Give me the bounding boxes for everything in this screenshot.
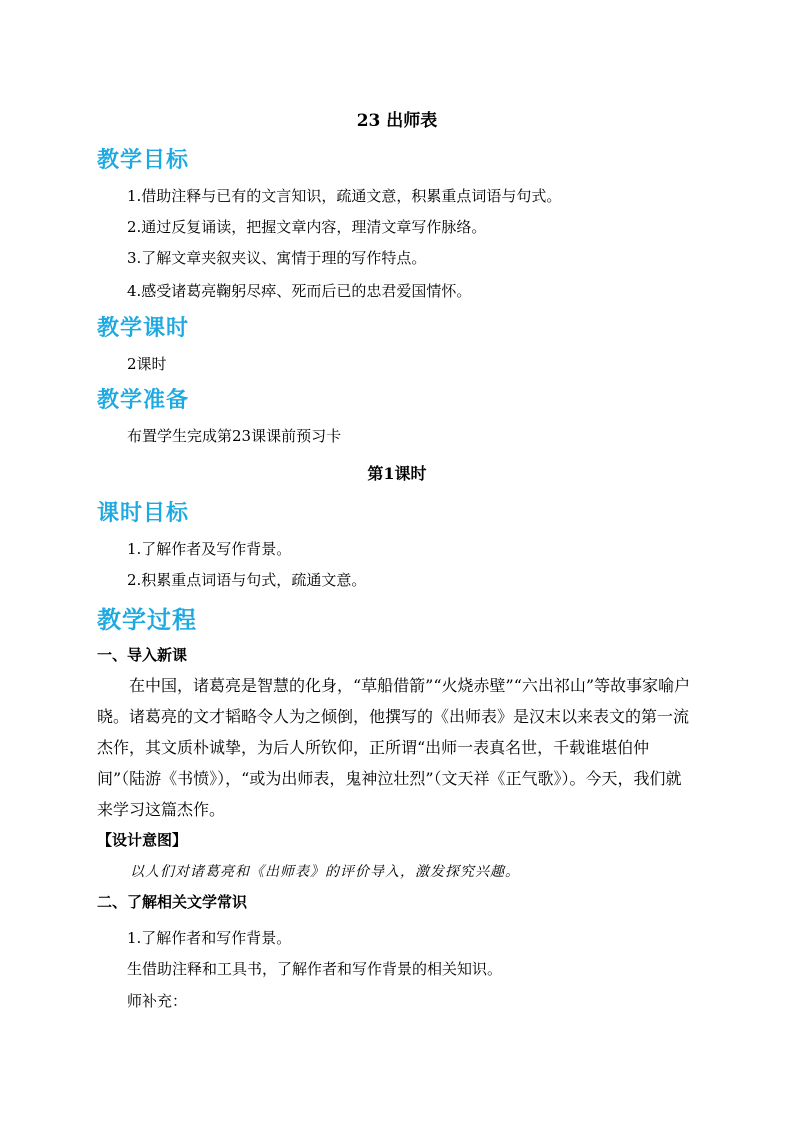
lesson-title: 第1课时 (367, 464, 427, 483)
step1-heading: 一、导入新课 (97, 646, 188, 664)
heading-teaching-hours: 教学课时 (97, 316, 190, 341)
design-intent-label: 【设计意图】 (97, 831, 188, 849)
heading-teaching-prep: 教学准备 (97, 388, 190, 413)
prep-text: 布置学生完成第23课课前预习卡 (127, 427, 342, 445)
goal-item: 2.通过反复诵读，把握文章内容，理清文章写作脉络。 (127, 218, 487, 236)
design-intent-text: 以人们对诸葛亮和《出师表》的评价导入，激发探究兴趣。 (130, 864, 520, 880)
heading-teaching-goals: 教学目标 (97, 148, 190, 173)
goal-item: 3.了解文章夹叙夹议、寓情于理的写作特点。 (127, 249, 427, 267)
lesson-goal-item: 1.了解作者及写作背景。 (127, 540, 292, 558)
step2-item: 生借助注释和工具书，了解作者和写作背景的相关知识。 (127, 960, 503, 978)
goal-item: 4.感受诸葛亮鞠躬尽瘁、死而后已的忠君爱国情怀。 (127, 282, 472, 300)
step2-item: 1.了解作者和写作背景。 (127, 929, 292, 947)
step2-item: 师补充： (127, 992, 188, 1010)
page-title: 23 出师表 (356, 111, 438, 131)
heading-lesson-goals: 课时目标 (97, 501, 190, 526)
step1-paragraph: 在中国，诸葛亮是智慧的化身，“草船借箭”“火烧赤壁”“六出祁山”等故事家喻户晓。诸葛亮的文才韬略令人为之倾倒，他撰写的《出师表》是汉末以来表文的第一流杰作，其文质朴诚挚，为后人所钦仰，正所谓“出师一表真名世，千载谁堪伯仲间”（陆游《书愤》），“或为出师表，鬼神泣壮烈”（文天祥《正气歌》）。今天，我们就来学习这篇杰作。 (97, 676, 691, 819)
goal-item: 1.借助注释与已有的文言知识，疏通文意，积累重点词语与句式。 (127, 187, 562, 205)
step2-heading: 二、了解相关文学常识 (97, 893, 248, 911)
heading-teaching-process: 教学过程 (97, 606, 197, 634)
lesson-goal-item: 2.积累重点词语与句式，疏通文意。 (127, 571, 367, 589)
hours-text: 2课时 (127, 355, 167, 373)
